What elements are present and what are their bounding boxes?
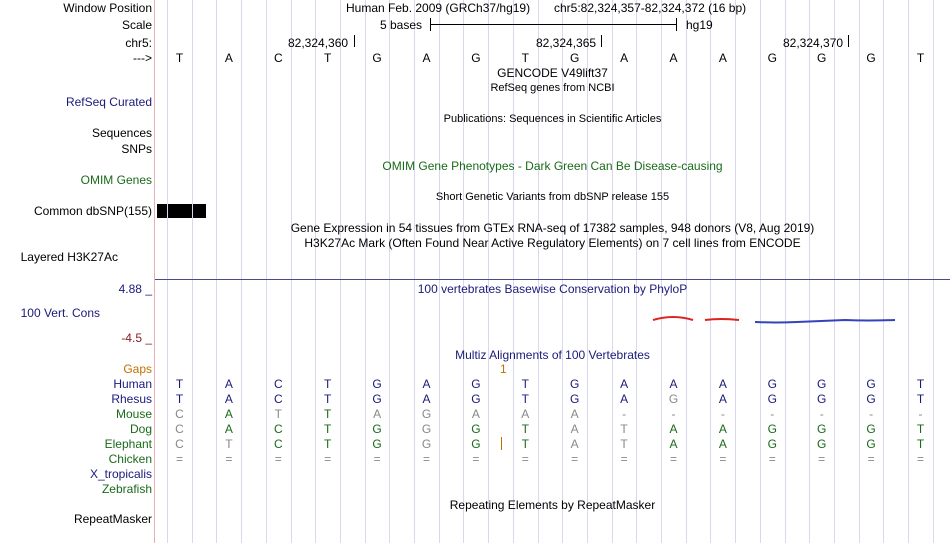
species-label-rhesus: Rhesus bbox=[111, 392, 152, 406]
alignment-base-chicken: = bbox=[719, 452, 727, 466]
sequence-base[interactable]: G bbox=[471, 51, 481, 65]
alignment-base-rhesus: A bbox=[422, 392, 431, 406]
alignment-base-chicken: = bbox=[916, 452, 924, 466]
alignment-base-chicken: = bbox=[521, 452, 529, 466]
alignment-base-dog: A bbox=[718, 422, 727, 436]
alignment-base-rhesus: G bbox=[668, 392, 679, 406]
alignment-base-mouse: A bbox=[373, 407, 382, 421]
alignment-base-chicken: = bbox=[274, 452, 282, 466]
scale-bar-line bbox=[430, 24, 677, 25]
snps-track-label[interactable]: SNPs bbox=[121, 142, 152, 156]
phylop-positive-signal bbox=[653, 317, 693, 320]
alignment-base-human: A bbox=[718, 377, 727, 391]
alignment-base-human: G bbox=[372, 377, 382, 391]
alignment-base-elephant: T bbox=[620, 437, 628, 451]
alignment-base-human: G bbox=[817, 377, 827, 391]
alignment-base-mouse: A bbox=[224, 407, 233, 421]
alignment-base-chicken: = bbox=[620, 452, 628, 466]
coord-label-1: 82,324,360 bbox=[288, 36, 349, 50]
h3k27ac-track-label[interactable]: Layered H3K27Ac bbox=[20, 250, 118, 264]
alignment-base-elephant: C bbox=[273, 437, 283, 451]
sequence-base[interactable]: G bbox=[372, 51, 382, 65]
phylop-wiggle-plot bbox=[155, 300, 950, 340]
alignment-base-dog: T bbox=[521, 422, 529, 436]
alignment-base-mouse: G bbox=[421, 407, 432, 421]
alignment-base-rhesus: G bbox=[471, 392, 481, 406]
sequence-base[interactable]: A bbox=[669, 51, 678, 65]
alignment-base-rhesus: A bbox=[620, 392, 629, 406]
refseq-track-label[interactable]: RefSeq Curated bbox=[65, 95, 152, 109]
phylop-track-title[interactable]: 100 vertebrates Basewise Conservation by PhyloP bbox=[417, 282, 688, 296]
alignment-base-human: G bbox=[767, 377, 777, 391]
dbsnp-track-label[interactable]: Common dbSNP(155) bbox=[33, 204, 152, 218]
alignment-base-mouse: - bbox=[819, 407, 824, 421]
window-position-label: Window Position bbox=[63, 1, 152, 15]
alignment-base-mouse: - bbox=[918, 407, 923, 421]
alignment-base-elephant: C bbox=[175, 437, 184, 451]
sequence-base[interactable]: G bbox=[817, 51, 827, 65]
alignment-base-elephant: A bbox=[718, 437, 727, 451]
sequence-base[interactable]: A bbox=[718, 51, 727, 65]
alignment-base-mouse: T bbox=[324, 407, 332, 421]
strand-arrow[interactable]: ---> bbox=[133, 51, 152, 65]
alignment-base-mouse: - bbox=[869, 407, 874, 421]
conservation-track-label[interactable]: 100 Vert. Cons bbox=[20, 306, 100, 320]
alignment-base-rhesus: T bbox=[916, 392, 925, 406]
alignment-base-rhesus: G bbox=[570, 392, 580, 406]
alignment-base-human: A bbox=[224, 377, 233, 391]
alignment-base-chicken: = bbox=[472, 452, 480, 466]
alignment-base-rhesus: G bbox=[767, 392, 777, 406]
alignment-base-mouse: - bbox=[720, 407, 725, 421]
alignment-base-elephant: G bbox=[471, 437, 481, 451]
alignment-base-rhesus: A bbox=[718, 392, 727, 406]
alignment-base-human: T bbox=[324, 377, 332, 391]
coord-label-3: 82,324,370 bbox=[783, 36, 844, 50]
alignment-base-mouse: - bbox=[770, 407, 775, 421]
alignment-base-rhesus: T bbox=[175, 392, 184, 406]
multiz-track-title[interactable]: Multiz Alignments of 100 Vertebrates bbox=[455, 348, 650, 362]
phylop-max-label: 4.88 _ bbox=[118, 282, 152, 296]
alignment-base-elephant: T bbox=[324, 437, 332, 451]
alignment-base-rhesus: G bbox=[866, 392, 876, 406]
chr-label: chr5: bbox=[125, 36, 152, 50]
gtex-track-title[interactable]: Gene Expression in 54 tissues from GTEx RNA-seq of 17382 samples, 948 donors (V8, Aug 2019) bbox=[290, 221, 815, 235]
alignment-base-human: A bbox=[669, 377, 678, 391]
scale-label: Scale bbox=[121, 18, 152, 32]
alignment-base-elephant: G bbox=[372, 437, 382, 451]
refseq-track-title[interactable]: RefSeq genes from NCBI bbox=[490, 82, 615, 94]
alignment-base-chicken: = bbox=[768, 452, 776, 466]
alignment-base-chicken: = bbox=[225, 452, 233, 466]
sequence-base[interactable]: T bbox=[175, 51, 184, 65]
alignment-base-mouse: A bbox=[570, 407, 579, 421]
alignment-base-human: A bbox=[422, 377, 431, 391]
assembly-name: Human Feb. 2009 (GRCh37/hg19) bbox=[346, 1, 531, 15]
alignment-base-elephant: T bbox=[225, 437, 233, 451]
sequence-base[interactable]: T bbox=[324, 51, 332, 65]
alignment-base-rhesus: G bbox=[817, 392, 827, 406]
alignment-base-chicken: = bbox=[867, 452, 875, 466]
alignment-base-dog: A bbox=[224, 422, 233, 436]
alignment-base-dog: T bbox=[324, 422, 332, 436]
alignment-base-chicken: = bbox=[669, 452, 677, 466]
sequence-base[interactable]: G bbox=[866, 51, 876, 65]
track-label-column bbox=[0, 0, 154, 543]
alignment-base-human: G bbox=[471, 377, 481, 391]
scale-bar-db: hg19 bbox=[686, 18, 713, 32]
alignment-base-human: T bbox=[175, 377, 184, 391]
alignment-base-human: A bbox=[620, 377, 629, 391]
alignment-base-dog: C bbox=[273, 422, 283, 436]
alignment-base-dog: G bbox=[817, 422, 827, 436]
alignment-base-elephant: G bbox=[866, 437, 876, 451]
alignment-base-mouse: C bbox=[175, 407, 184, 421]
alignment-base-rhesus: T bbox=[521, 392, 529, 406]
window-position-readout: chr5:82,324,357-82,324,372 (16 bp) bbox=[554, 1, 747, 15]
alignment-base-chicken: = bbox=[571, 452, 579, 466]
alignment-base-mouse: A bbox=[471, 407, 480, 421]
alignment-base-human: G bbox=[570, 377, 580, 391]
track-separator bbox=[155, 279, 950, 280]
sequences-track-label[interactable]: Sequences bbox=[91, 126, 152, 140]
species-label-mouse: Mouse bbox=[115, 407, 152, 421]
alignment-base-dog: C bbox=[175, 422, 184, 436]
alignment-base-elephant: G bbox=[767, 437, 777, 451]
sequence-base[interactable]: C bbox=[273, 51, 283, 65]
species-label-elephant: Elephant bbox=[104, 437, 152, 451]
coord-tick-1 bbox=[354, 35, 355, 47]
dbsnp-track-title[interactable]: Short Genetic Variants from dbSNP release 155 bbox=[435, 191, 670, 203]
alignment-base-rhesus: A bbox=[224, 392, 233, 406]
sequence-base[interactable]: A bbox=[620, 51, 629, 65]
alignment-base-elephant: T bbox=[916, 437, 925, 451]
alignment-base-chicken: = bbox=[373, 452, 381, 466]
alignment-base-rhesus: T bbox=[324, 392, 332, 406]
gencode-track-title[interactable]: GENCODE V49lift37 bbox=[497, 66, 608, 80]
alignment-base-mouse: T bbox=[274, 407, 282, 421]
alignment-base-mouse: - bbox=[622, 407, 627, 421]
alignment-base-rhesus: C bbox=[273, 392, 283, 406]
alignment-base-mouse: - bbox=[671, 407, 676, 421]
alignment-base-human: G bbox=[866, 377, 876, 391]
alignment-base-elephant: A bbox=[669, 437, 678, 451]
phylop-positive-signal-2 bbox=[705, 319, 739, 320]
alignment-base-chicken: = bbox=[422, 452, 430, 466]
alignment-base-dog: G bbox=[421, 422, 432, 436]
alignment-base-dog: G bbox=[471, 422, 481, 436]
publications-track-title[interactable]: Publications: Sequences in Scientific Articles bbox=[443, 113, 662, 125]
phylop-min-label: -4.5 _ bbox=[121, 331, 152, 345]
sequence-base[interactable]: T bbox=[916, 51, 925, 65]
alignment-base-dog: G bbox=[767, 422, 777, 436]
scale-bar-text: 5 bases bbox=[380, 18, 423, 32]
h3k27ac-track-title[interactable]: H3K27Ac Mark (Often Found Near Active Regulatory Elements) on 7 cell lines from ENCODE bbox=[304, 236, 801, 250]
species-label-chicken: Chicken bbox=[108, 452, 152, 466]
alignment-base-elephant: G bbox=[817, 437, 827, 451]
sequence-base[interactable]: T bbox=[521, 51, 529, 65]
scale-bar-left-tick bbox=[430, 18, 431, 31]
sequence-base[interactable]: G bbox=[570, 51, 580, 65]
sequence-base[interactable]: A bbox=[224, 51, 233, 65]
alignment-base-chicken: = bbox=[324, 452, 332, 466]
alignment-base-mouse: A bbox=[521, 407, 530, 421]
omim-track-title[interactable]: OMIM Gene Phenotypes - Dark Green Can Be Disease-causing bbox=[382, 159, 723, 173]
alignment-base-elephant: G bbox=[421, 437, 432, 451]
omim-track-label[interactable]: OMIM Genes bbox=[80, 173, 152, 187]
coord-tick-2 bbox=[601, 35, 602, 47]
genome-browser-track-area[interactable] bbox=[155, 0, 950, 543]
alignment-base-chicken: = bbox=[818, 452, 826, 466]
alignment-base-elephant: A bbox=[570, 437, 579, 451]
species-label-human: Human bbox=[113, 377, 152, 391]
elephant-insertion-marker bbox=[501, 437, 502, 450]
alignment-base-human: T bbox=[521, 377, 529, 391]
gaps-label: Gaps bbox=[123, 362, 152, 376]
alignment-base-dog: T bbox=[916, 422, 925, 436]
alignment-base-chicken: = bbox=[175, 452, 183, 466]
alignment-base-dog: T bbox=[620, 422, 628, 436]
repeatmasker-track-label[interactable]: RepeatMasker bbox=[73, 512, 152, 526]
alignment-base-dog: G bbox=[372, 422, 382, 436]
coord-tick-3 bbox=[848, 35, 849, 47]
alignment-base-human: C bbox=[273, 377, 283, 391]
alignment-base-dog: G bbox=[866, 422, 876, 436]
sequence-base[interactable]: G bbox=[767, 51, 777, 65]
species-label-dog: Dog bbox=[129, 422, 152, 436]
alignment-base-dog: A bbox=[570, 422, 579, 436]
alignment-base-rhesus: G bbox=[372, 392, 382, 406]
scale-bar-right-tick bbox=[676, 18, 677, 31]
gap-marker: 1 bbox=[500, 362, 507, 376]
coord-label-2: 82,324,365 bbox=[536, 36, 597, 50]
species-label-zebrafish: Zebrafish bbox=[101, 482, 152, 496]
alignment-base-dog: A bbox=[669, 422, 678, 436]
alignment-base-human: T bbox=[916, 377, 925, 391]
sequence-base[interactable]: A bbox=[422, 51, 431, 65]
alignment-base-elephant: T bbox=[521, 437, 529, 451]
species-label-x-tropicalis: X_tropicalis bbox=[89, 467, 152, 481]
repeatmasker-track-title[interactable]: Repeating Elements by RepeatMasker bbox=[449, 498, 656, 512]
phylop-negative-signal bbox=[755, 320, 895, 323]
